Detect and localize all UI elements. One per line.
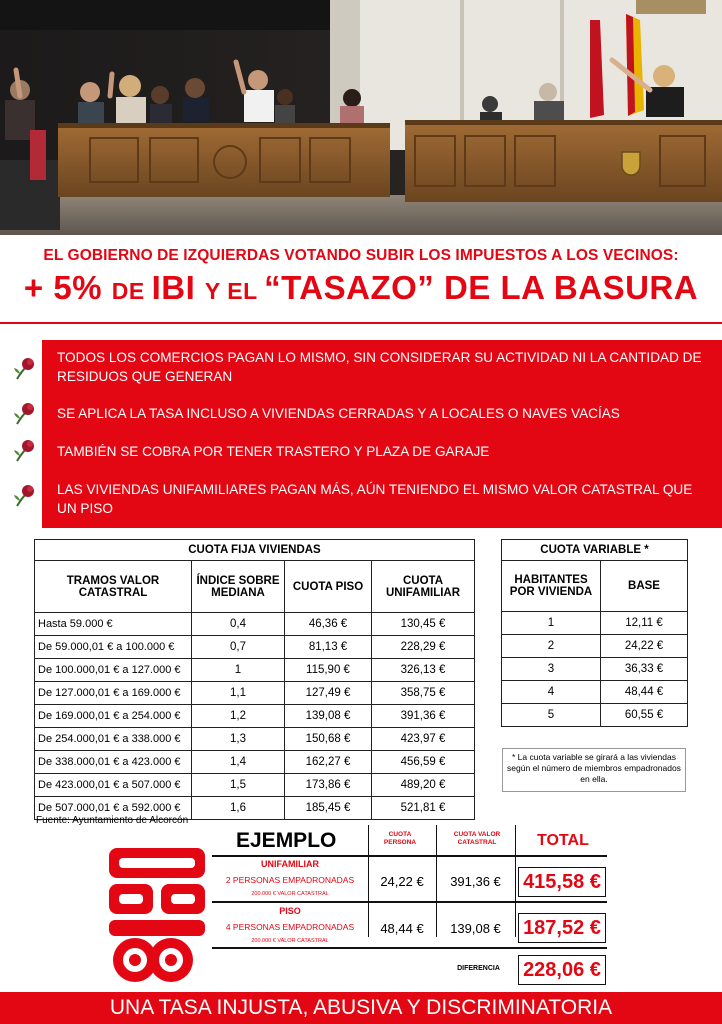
table-cell: 173,86 €: [285, 774, 372, 797]
table-row: [35, 636, 475, 659]
header-tramos: TRAMOS VALOR CATASTRAL: [35, 561, 192, 613]
table-cell: De 507.000,01 € a 592.000 €: [35, 797, 192, 820]
cuota-fija-title: CUOTA FIJA VIVIENDAS: [35, 540, 475, 561]
table-row: [35, 613, 475, 636]
table-cell: 46,36 €: [285, 613, 372, 636]
cuota-variable-body: [502, 612, 688, 727]
table-cell: De 100.000,01 € a 127.000 €: [35, 659, 192, 682]
headline-ibi: IBI: [151, 269, 205, 306]
table-cell: 391,36 €: [372, 705, 475, 728]
table-cell: 1: [502, 612, 601, 635]
table-cell: De 423.000,01 € a 507.000 €: [35, 774, 192, 797]
header-indice: ÍNDICE SOBRE MEDIANA: [192, 561, 285, 613]
headline-divider: [0, 322, 722, 324]
table-cell: 228,29 €: [372, 636, 475, 659]
table-cell: 48,44 €: [601, 681, 688, 704]
table-cell: 81,13 €: [285, 636, 372, 659]
table-cell: De 59.000,01 € a 100.000 €: [35, 636, 192, 659]
headline-percent: + 5%: [23, 269, 112, 306]
table-row: [502, 612, 688, 635]
col-cuota-persona: CUOTA PERSONA: [383, 831, 417, 846]
row1-total: 415,58 €: [518, 867, 606, 897]
row2-total: 187,52 €: [518, 913, 606, 943]
diferencia-value: 228,06 €: [518, 955, 606, 985]
council-photo: [0, 0, 722, 235]
table-row: [502, 681, 688, 704]
row2-desc: 4 PERSONAS EMPADRONADAS: [225, 922, 355, 932]
row1-desc: 2 PERSONAS EMPADRONADAS: [225, 875, 355, 885]
cuota-fija-body: [35, 613, 475, 820]
col-cuota-catastral: CUOTA VALOR CATASTRAL: [453, 831, 501, 846]
cuota-fija-table: [34, 539, 475, 820]
cuota-variable-table: [501, 539, 688, 727]
council-session-image: [0, 0, 722, 235]
diferencia-label: DIFERENCIA: [457, 965, 500, 972]
row2-valor: 200.000 € VALOR CATASTRAL: [251, 938, 329, 944]
table-cell: 4: [502, 681, 601, 704]
table-cell: Hasta 59.000 €: [35, 613, 192, 636]
cuota-variable-title: CUOTA VARIABLE *: [502, 540, 688, 561]
table-cell: 12,11 €: [601, 612, 688, 635]
headline-de: DE: [111, 278, 152, 304]
table-cell: 130,45 €: [372, 613, 475, 636]
table-row: [35, 728, 475, 751]
variable-footnote: * La cuota variable se girará a las viviendas según el número de miembros empadronados en ella.: [502, 748, 686, 792]
bullet-4: LAS VIVIENDAS UNIFAMILIARES PAGAN MÁS, AÚN TENIENDO EL MISMO VALOR CATASTRAL QUE UN PISO: [57, 482, 693, 516]
row1-catastral: 391,36 €: [450, 874, 501, 889]
table-cell: 5: [502, 704, 601, 727]
header-base: BASE: [601, 561, 688, 612]
table-cell: 1,6: [192, 797, 285, 820]
table-row: [35, 751, 475, 774]
table-cell: 1,1: [192, 682, 285, 705]
table-cell: 456,59 €: [372, 751, 475, 774]
headline-line2: [0, 269, 722, 307]
table-cell: De 254.000,01 € a 338.000 €: [35, 728, 192, 751]
table-cell: 1,3: [192, 728, 285, 751]
header-cuota-piso: CUOTA PISO: [285, 561, 372, 613]
headline-tasazo: “TASAZO” DE LA BASURA: [264, 269, 699, 306]
headline-line1: EL GOBIERNO DE IZQUIERDAS VOTANDO SUBIR LOS IMPUESTOS A LOS VECINOS:: [43, 247, 679, 264]
example-calculation: [212, 825, 612, 987]
example-vline: [515, 825, 516, 937]
row2-persona: 48,44 €: [380, 921, 424, 936]
table-cell: De 338.000,01 € a 423.000 €: [35, 751, 192, 774]
table-row: [35, 659, 475, 682]
table-cell: 60,55 €: [601, 704, 688, 727]
table-cell: 1: [192, 659, 285, 682]
bullet-1: TODOS LOS COMERCIOS PAGAN LO MISMO, SIN CONSIDERAR SU ACTIVIDAD NI LA CANTIDAD DE RESIDUOS QUE GENERAN: [57, 350, 702, 384]
table-cell: 358,75 €: [372, 682, 475, 705]
table-row: [35, 774, 475, 797]
row2-catastral: 139,08 €: [450, 921, 501, 936]
table-cell: 423,97 €: [372, 728, 475, 751]
table-cell: 1,2: [192, 705, 285, 728]
headline-yel: Y EL: [204, 278, 265, 304]
table-cell: 1,5: [192, 774, 285, 797]
table-cell: De 127.000,01 € a 169.000 €: [35, 682, 192, 705]
header-cuota-unifamiliar: CUOTA UNIFAMILIAR: [372, 561, 475, 613]
table-cell: 127,49 €: [285, 682, 372, 705]
table-cell: 139,08 €: [285, 705, 372, 728]
row1-valor: 200.000 € VALOR CATASTRAL: [251, 891, 329, 897]
table-row: [35, 705, 475, 728]
example-rule: [212, 947, 607, 949]
table-cell: 115,90 €: [285, 659, 372, 682]
wilted-rose-icon: [12, 400, 38, 426]
row1-persona: 24,22 €: [380, 874, 424, 889]
table-cell: 0,4: [192, 613, 285, 636]
bullet-points-panel: [10, 340, 722, 528]
wilted-rose-icon: [12, 482, 38, 508]
psoe-rose-logo: [105, 842, 209, 988]
table-cell: 185,45 €: [285, 797, 372, 820]
wilted-rose-icon: [12, 437, 38, 463]
table-cell: 326,13 €: [372, 659, 475, 682]
row1-type: UNIFAMILIAR: [261, 859, 319, 869]
table-row: [502, 704, 688, 727]
table-cell: 0,7: [192, 636, 285, 659]
table-row: [35, 682, 475, 705]
example-rule: [212, 855, 607, 857]
footer-banner: UNA TASA INJUSTA, ABUSIVA Y DISCRIMINATORIA: [0, 992, 722, 1024]
table-cell: 150,68 €: [285, 728, 372, 751]
table-row: [502, 635, 688, 658]
table-cell: 489,20 €: [372, 774, 475, 797]
headline: [0, 235, 722, 325]
table-cell: 24,22 €: [601, 635, 688, 658]
header-habitantes: HABITANTES POR VIVIENDA: [502, 561, 601, 612]
table-cell: 162,27 €: [285, 751, 372, 774]
bullet-3: TAMBIÉN SE COBRA POR TENER TRASTERO Y PLAZA DE GARAJE: [57, 444, 490, 459]
wilted-rose-icon: [12, 355, 38, 381]
source-note: Fuente: Ayuntamiento de Alcorcón: [36, 815, 189, 826]
table-cell: 2: [502, 635, 601, 658]
table-cell: 36,33 €: [601, 658, 688, 681]
row2-type: PISO: [279, 906, 301, 916]
table-cell: De 169.000,01 € a 254.000 €: [35, 705, 192, 728]
table-row: [502, 658, 688, 681]
bullet-2: SE APLICA LA TASA INCLUSO A VIVIENDAS CERRADAS Y A LOCALES O NAVES VACÍAS: [57, 406, 620, 421]
table-cell: 1,4: [192, 751, 285, 774]
col-total: TOTAL: [537, 832, 589, 849]
table-cell: 521,81 €: [372, 797, 475, 820]
example-rule: [212, 901, 607, 903]
example-title: EJEMPLO: [236, 829, 337, 852]
table-cell: 3: [502, 658, 601, 681]
